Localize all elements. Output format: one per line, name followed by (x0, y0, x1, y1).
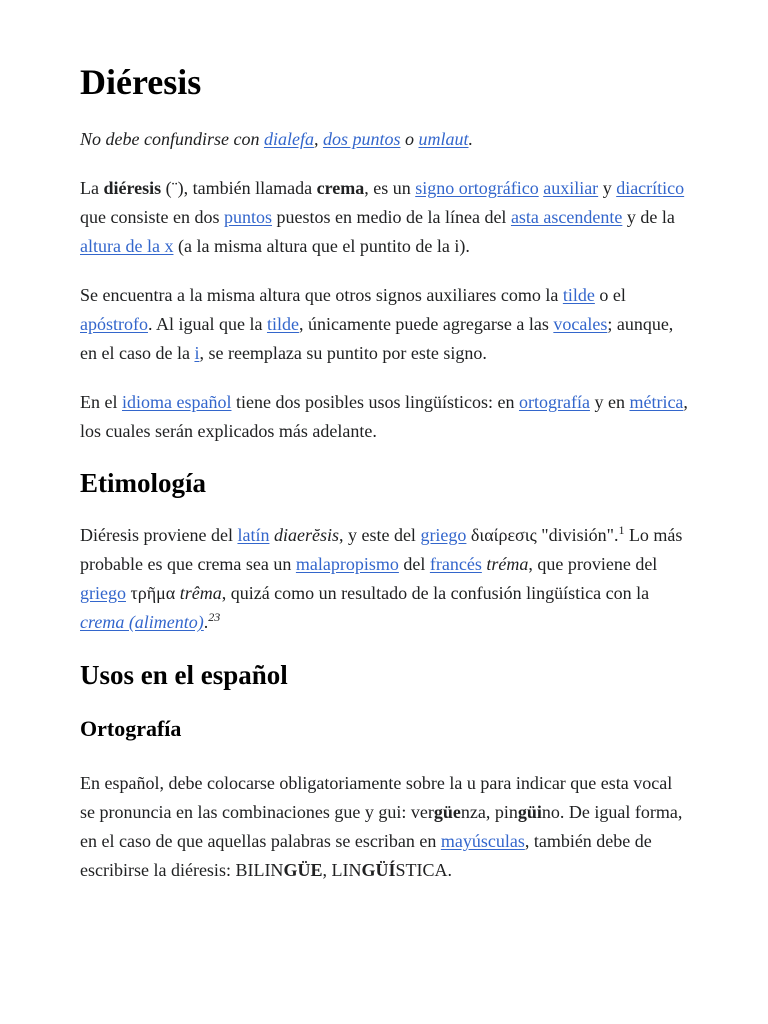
text-run: tiene dos posibles usos lingüísticos: en (231, 392, 519, 412)
bold-term: GÜ (361, 860, 389, 880)
text-run: , que proviene del (528, 554, 658, 574)
text-run: Se encuentra a la misma altura que otros signos auxiliares como la (80, 285, 563, 305)
link-umlaut[interactable]: umlaut (418, 129, 469, 149)
bold-term: crema (316, 178, 365, 198)
link-mayusculas[interactable]: mayúsculas (440, 831, 525, 851)
text-run: διαίρεσις "división". (466, 525, 619, 545)
paragraph-ortografia (80, 769, 690, 885)
link-vocales[interactable]: vocales (553, 314, 608, 334)
link-metrica[interactable]: métrica (629, 392, 684, 412)
text-run: , también debe de escribirse la diéresis: BILIN (80, 831, 652, 880)
hatnote-separator: , (313, 129, 323, 149)
text-run: En español, debe colocarse obligatoriamente sobre la u para indicar que esta vocal se pronuncia en las combinaciones gue y gui: ver (80, 773, 673, 822)
text-run: del (398, 554, 430, 574)
text-run: (¨), también llamada (161, 178, 317, 198)
text-run: , y este del (338, 525, 421, 545)
text-run: . Al igual que la (147, 314, 267, 334)
text-run: , los cuales serán explicados más adelante. (80, 392, 688, 441)
text-run: ; aunque, en el caso de la (80, 314, 674, 363)
text-run: nza, pin (460, 802, 518, 822)
bold-term: güe (433, 802, 461, 822)
link-puntos[interactable]: puntos (223, 207, 272, 227)
reference-link[interactable]: 1 (618, 523, 625, 537)
link-griego-2[interactable]: griego (80, 583, 126, 603)
link-malapropismo[interactable]: malapropismo (295, 554, 399, 574)
text-run: puestos en medio de la línea del (272, 207, 511, 227)
text-run: STICA. (395, 860, 452, 880)
text-run: . (203, 612, 209, 632)
reference-link[interactable]: 23 (208, 610, 221, 624)
paragraph-etimologia (80, 521, 690, 637)
bold-term: GÜE (283, 860, 323, 880)
hatnote-end: . (468, 129, 473, 149)
link-frances[interactable]: francés (429, 554, 482, 574)
text-run: τρῆμα (125, 583, 180, 603)
link-altura-de-la-x[interactable]: altura de la x (80, 236, 174, 256)
heading-etimologia: Etimología (80, 468, 206, 498)
hatnote-text: No debe confundirse con (80, 129, 264, 149)
link-griego[interactable]: griego (420, 525, 467, 545)
text-run: , se reemplaza su puntito por este signo. (199, 343, 487, 363)
intro-paragraph (80, 174, 690, 261)
reference-23 (208, 610, 220, 624)
link-apostrofo[interactable]: apóstrofo (80, 314, 148, 334)
link-signo-ortografico[interactable]: signo ortográfico (415, 178, 539, 198)
text-run: , LIN (322, 860, 362, 880)
text-run: En el (80, 392, 122, 412)
text-run: , quizá como un resultado de la confusión lingüística con la (221, 583, 650, 603)
text-run: y (598, 178, 617, 198)
text-run: Diéresis proviene del (80, 525, 238, 545)
link-idioma-espanol[interactable]: idioma español (122, 392, 232, 412)
text-run: y de la (622, 207, 675, 227)
paragraph-usos (80, 388, 690, 446)
link-ortografia[interactable]: ortografía (518, 392, 590, 412)
bold-term: Í (388, 860, 396, 880)
link-dos-puntos[interactable]: dos puntos (322, 129, 401, 149)
text-run: no. De igual forma, en el caso de que aquellas palabras se escriban en (80, 802, 683, 851)
link-auxiliar[interactable]: auxiliar (543, 178, 599, 198)
page-title: Diéresis (80, 62, 202, 102)
hatnote (80, 125, 690, 154)
text-run: , únicamente puede agregarse a las (298, 314, 554, 334)
bold-term: diéresis (103, 178, 162, 198)
text-run: que consiste en dos (80, 207, 224, 227)
paragraph-signos (80, 281, 690, 368)
link-i[interactable]: i (194, 343, 200, 363)
link-crema-alimento[interactable]: crema (alimento) (80, 612, 204, 632)
heading-ortografia: Ortografía (80, 716, 182, 741)
italic-term: diaerĕsis (273, 525, 339, 545)
italic-term: tréma (486, 554, 529, 574)
link-dialefa[interactable]: dialefa (263, 129, 314, 149)
italic-term: trêma (179, 583, 222, 603)
link-diacritico[interactable]: diacrítico (616, 178, 685, 198)
text-run: , es un (364, 178, 416, 198)
text-run: (a la misma altura que el puntito de la i). (173, 236, 470, 256)
hatnote-separator: o (400, 129, 419, 149)
bold-term: güi (517, 802, 542, 822)
link-tilde-2[interactable]: tilde (266, 314, 299, 334)
text-run: La (80, 178, 104, 198)
text-run: Lo más probable es que crema sea un (80, 525, 683, 574)
text-run: y en (589, 392, 630, 412)
link-asta-ascendente[interactable]: asta ascendente (510, 207, 623, 227)
text-run: o el (594, 285, 626, 305)
link-tilde[interactable]: tilde (562, 285, 595, 305)
link-latin[interactable]: latín (237, 525, 270, 545)
heading-usos-en-el-espanol: Usos en el español (80, 660, 288, 690)
